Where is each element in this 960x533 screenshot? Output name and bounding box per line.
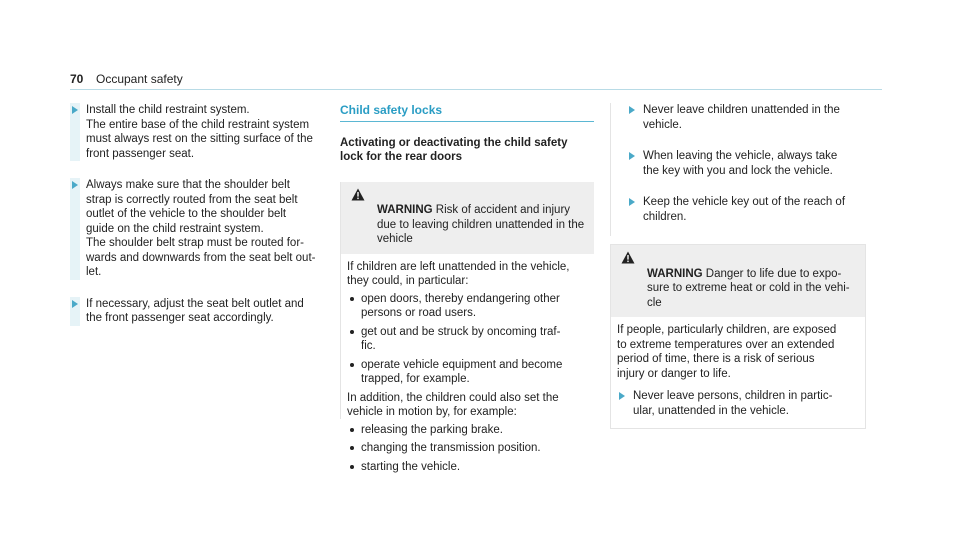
warning-triangle-icon bbox=[351, 188, 365, 201]
arrow-right-icon bbox=[629, 106, 635, 114]
heading-divider bbox=[340, 121, 594, 122]
list-item: get out and be struck by oncoming traf- fic. bbox=[347, 325, 588, 354]
warning-text: If people, particularly children, are exposed to extreme temperatures over an extended period of time, there is a risk of serious injury or danger to life. bbox=[617, 324, 837, 380]
header-divider bbox=[70, 89, 882, 90]
list-item: operate vehicle equipment and become trapped, for example. bbox=[347, 358, 588, 387]
subheading: Activating or deactivating the child safety lock for the rear doors bbox=[340, 136, 568, 163]
bullet-list bbox=[347, 292, 588, 387]
section-title: Occupant safety bbox=[96, 72, 183, 86]
warning-body bbox=[341, 254, 594, 487]
column-right bbox=[610, 103, 866, 429]
list-item: open doors, thereby endangering other persons or road users. bbox=[347, 292, 588, 321]
instruction-step bbox=[627, 149, 866, 178]
arrow-right-icon bbox=[72, 181, 78, 189]
warning-heading: Danger to life due to expo- sure to extreme heat or cold in the vehi- cle bbox=[647, 267, 850, 309]
step-group bbox=[610, 103, 866, 236]
arrow-right-icon bbox=[619, 392, 625, 400]
instruction-step bbox=[70, 178, 330, 280]
step-bar bbox=[70, 178, 80, 280]
step-text: Never leave children unattended in the vehicle. bbox=[643, 104, 840, 131]
warning-header bbox=[611, 245, 865, 317]
column-left bbox=[70, 103, 330, 343]
warning-middle-text: In addition, the children could also set the vehicle in motion by, for example: bbox=[347, 391, 559, 418]
warning-heading: Risk of accident and injury due to leaving children unattended in the vehicle bbox=[377, 204, 585, 245]
bullet-list bbox=[347, 423, 588, 475]
instruction-step bbox=[70, 103, 330, 161]
step-text: Install the child restraint system. The entire base of the child restraint system must always rest on the sitting surface of the front passenger seat. bbox=[86, 104, 313, 160]
instruction-step bbox=[627, 103, 866, 132]
warning-body bbox=[611, 317, 865, 428]
arrow-right-icon bbox=[72, 300, 78, 308]
step-text: Always make sure that the shoulder belt strap is correctly routed from the seat belt outlet of the vehicle to the shoulder belt guide on the child restraint system. The shoulder belt strap must be routed for- wards and downwards from the seat belt out- let. bbox=[86, 179, 316, 278]
list-item: changing the transmission position. bbox=[347, 441, 588, 456]
warning-label: WARNING bbox=[647, 267, 703, 280]
step-text: Keep the vehicle key out of the reach of children. bbox=[643, 196, 846, 223]
warning-label: WARNING bbox=[377, 204, 433, 216]
warning-box bbox=[610, 244, 866, 429]
instruction-step bbox=[617, 389, 859, 418]
instruction-step bbox=[70, 297, 330, 326]
warning-intro: If children are left unattended in the vehicle, they could, in particular: bbox=[347, 260, 570, 287]
section-heading: Child safety locks bbox=[340, 103, 443, 117]
warning-header bbox=[341, 182, 594, 254]
arrow-right-icon bbox=[72, 106, 78, 114]
warning-triangle-icon bbox=[621, 251, 635, 264]
arrow-right-icon bbox=[629, 152, 635, 160]
step-text: If necessary, adjust the seat belt outlet and the front passenger seat accordingly. bbox=[86, 297, 304, 324]
warning-box bbox=[340, 182, 594, 473]
step-text: When leaving the vehicle, always take the key with you and lock the vehicle. bbox=[643, 150, 838, 177]
step-text: Never leave persons, children in partic- ular, unattended in the vehicle. bbox=[633, 390, 833, 417]
column-middle bbox=[340, 103, 594, 473]
list-item: starting the vehicle. bbox=[347, 460, 588, 475]
page-number: 70 bbox=[70, 72, 84, 86]
instruction-step bbox=[627, 195, 866, 224]
arrow-right-icon bbox=[629, 198, 635, 206]
list-item: releasing the parking brake. bbox=[347, 423, 588, 438]
page-header bbox=[70, 72, 882, 88]
